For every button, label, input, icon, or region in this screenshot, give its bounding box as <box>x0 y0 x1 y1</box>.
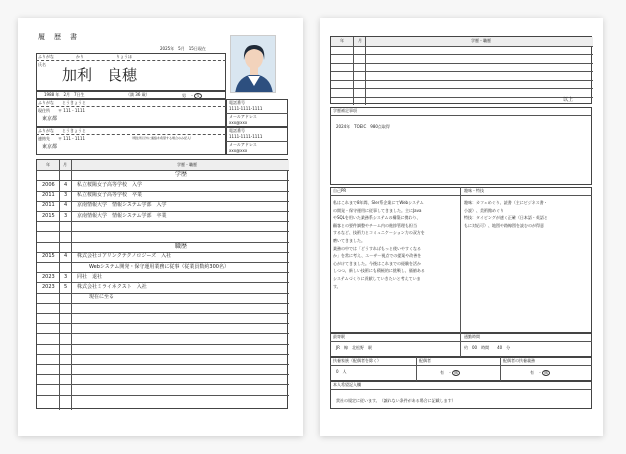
col-item: 学歴・職歴 <box>177 162 197 167</box>
contact-furigana-label: ふりがな <box>38 128 54 133</box>
station-title: 最寄駅 <box>333 334 345 339</box>
pr-line: するなど、技術力とコミュニケーション力の双方を <box>333 230 425 236</box>
pr-line: 業務の中では「どうすればもっと使いやすくなる <box>333 245 421 251</box>
row-divider <box>37 395 289 396</box>
history-table <box>36 159 288 409</box>
history-item: 私立桜陽女子高等学校 入学 <box>77 181 143 188</box>
row-divider <box>37 313 289 314</box>
contact-furigana: とうきょうと <box>62 128 86 133</box>
pr-line: しつつ、新しい技術にも積極的に挑戦し、価値ある <box>333 268 425 274</box>
row-divider <box>37 344 289 345</box>
history-item: 現在に至る <box>89 294 115 301</box>
tel2-label: 電話番号 <box>229 128 245 133</box>
row-divider <box>37 303 289 304</box>
row-divider <box>37 231 289 232</box>
wish-title: 本人希望記入欄 <box>333 382 361 387</box>
pr-title: 自己PR <box>333 188 347 193</box>
row-divider <box>331 97 593 98</box>
commute-value: 約 00 時間 40 分 <box>464 345 511 350</box>
document-date: 2025年 5月 15日現在 <box>160 46 206 51</box>
pr-line: やSQLを用いた業務系システムの構築に携わり、 <box>333 215 421 221</box>
pr-line: 心がけてきました。今後はこれまでの経験を活か <box>333 260 421 266</box>
history-item: 私立桜陽女子高等学校 卒業 <box>77 192 143 199</box>
pr-line: か」を常に考え、ユーザー視点での提案や改善を <box>333 253 422 259</box>
dependents-title: 扶養家族（配偶者を除く） <box>333 358 381 363</box>
row-divider <box>331 88 593 89</box>
row-divider <box>37 272 289 273</box>
contact-note: （現住所以外に連絡を希望する場合のみ記入） <box>130 136 194 140</box>
history-item: 株式会社コアリンクテクノロジーズ 入社 <box>77 253 172 260</box>
history-year: 2023 <box>42 283 55 290</box>
row-divider <box>331 54 593 55</box>
row-divider <box>37 293 289 294</box>
history-month: 3 <box>64 273 68 280</box>
address-value: 東京都 <box>42 116 58 122</box>
col-divider <box>365 37 366 105</box>
row-divider <box>37 333 289 334</box>
col-divider <box>353 37 354 105</box>
wish-value: 貴社の規定に従います。（譲れない条件がある場合に記載します） <box>336 398 456 403</box>
row-divider <box>37 191 289 192</box>
row-divider <box>37 170 289 171</box>
section-title: 職歴 <box>175 242 188 250</box>
hobby-line: もに対応可）、地図や路線図を読むのが得意 <box>464 222 544 228</box>
row-divider <box>37 354 289 355</box>
table-header-bg <box>37 160 289 170</box>
row-divider <box>37 180 289 181</box>
history-item: 京南情報大学 情報システム学部 入学 <box>77 202 167 209</box>
contact-value: 東京都 <box>42 144 58 150</box>
pr-line: す。 <box>333 283 341 289</box>
row-divider <box>37 374 289 375</box>
contact-zip: 〒 111 - 1111 <box>58 136 86 141</box>
tel-value: 1111-1111-1111 <box>229 106 263 111</box>
mail-label: メールアドレス <box>229 114 257 119</box>
birth-date: 1988 年 2月 7日生 <box>44 92 85 97</box>
hobby-line: 趣味：カフェめぐり、読書（主にビジネス書・ <box>464 200 548 205</box>
station-value: JR 線 北松野 駅 <box>336 345 372 350</box>
col-year: 年 <box>46 162 50 167</box>
wish-box <box>330 381 592 409</box>
history-item: 京南情報大学 情報システム学部 卒業 <box>77 212 167 219</box>
history-continued-table <box>330 36 592 104</box>
row-divider <box>331 71 593 72</box>
gender: 男 ・ 女 <box>182 93 200 98</box>
row-divider <box>37 323 289 324</box>
col-divider <box>71 160 72 410</box>
history-item: Webシステム開発・保守運用業務に従事（従業員数約300名） <box>89 263 229 270</box>
person-photo-icon <box>231 36 276 93</box>
tel-label: 電話番号 <box>229 100 245 105</box>
row-divider <box>37 282 289 283</box>
spouse-value: 有 ・ 無 <box>440 370 458 375</box>
col-year: 年 <box>340 38 344 43</box>
document-title: 履 歴 書 <box>38 33 78 41</box>
pr-line: 私はこれまで8年間、SIer系企業にてWebシステム <box>333 200 424 205</box>
row-divider <box>37 384 289 385</box>
row-divider <box>331 80 593 81</box>
tel2-value: 1111-1111-1111 <box>229 134 263 139</box>
commute-title: 通勤時間 <box>464 334 480 339</box>
photo <box>230 35 276 93</box>
furigana-label: ふりがな <box>38 54 54 59</box>
address-zip: 〒 111 - 1111 <box>58 108 86 113</box>
spouse-title: 配偶者 <box>419 358 431 363</box>
row-divider <box>331 46 593 47</box>
spouse-dependent-title: 配偶者の扶養義務 <box>503 358 535 363</box>
history-year: 2011 <box>42 202 55 209</box>
resume-page-left <box>18 18 303 436</box>
history-month: 3 <box>64 212 68 219</box>
pr-line: 磨いてきました。 <box>333 238 365 243</box>
age: （満 36 歳） <box>126 92 150 97</box>
pr-line: システムづくりに貢献していきたいと考えていま <box>333 276 421 281</box>
table-header-bg <box>331 37 593 46</box>
end-mark: 以上 <box>563 97 574 103</box>
qualification-box <box>330 107 592 185</box>
hobby-line: 小説）、美術館めぐり <box>464 207 504 213</box>
row-divider <box>37 242 289 243</box>
history-year: 2006 <box>42 181 55 188</box>
hobby-title: 趣味・特技 <box>464 188 484 193</box>
resume-page-right <box>320 18 603 436</box>
furigana-first: りょうほ <box>116 54 132 59</box>
mail-value: xxx@xxx <box>229 120 248 125</box>
history-item: 同社 退社 <box>77 273 103 280</box>
history-month: 5 <box>64 283 68 290</box>
row-divider <box>37 364 289 365</box>
row-divider <box>37 262 289 263</box>
history-month: 4 <box>64 202 68 209</box>
history-year: 2023 <box>42 273 55 280</box>
gender-selected: 女 <box>196 93 200 98</box>
contact-label: 連絡先 <box>38 136 50 141</box>
history-month: 3 <box>64 192 68 199</box>
col-month: 月 <box>358 38 362 43</box>
dependents-value: 0 人 <box>336 369 347 374</box>
history-item: 株式会社ミライネクスト 入社 <box>77 283 147 290</box>
row-divider <box>37 211 289 212</box>
row-divider <box>331 63 593 64</box>
history-month: 4 <box>64 181 68 188</box>
col-month: 月 <box>63 162 67 167</box>
address-label: 現住所 <box>38 108 50 113</box>
history-month: 4 <box>64 253 68 260</box>
section-title: 学歴 <box>175 171 188 179</box>
mail2-value: xxx@xxx <box>229 148 248 153</box>
pr-line: 顧客との要件調整やチーム内の進捗管理も担当 <box>333 222 417 228</box>
row-divider <box>37 221 289 222</box>
hobby-line: 特技：タイピングが速く正確（日本語・英語と <box>464 215 548 221</box>
applicant-name: 加利 良穂 <box>62 66 138 84</box>
pr-line: の開発・保守運用に従事してきました。主にJava <box>333 207 422 213</box>
name-label: 氏名 <box>38 62 46 67</box>
furigana-last: かり <box>76 54 84 59</box>
history-year: 2011 <box>42 192 55 199</box>
qualification-item: 2024年 TOEIC 980点取得 <box>336 124 390 129</box>
history-year: 2015 <box>42 253 55 260</box>
spouse-dependent-value: 有 ・ 無 <box>530 370 548 375</box>
address-furigana: とうきょうと <box>62 100 86 105</box>
col-item: 学歴・職歴 <box>471 38 491 43</box>
col-divider <box>59 160 60 410</box>
history-year: 2015 <box>42 212 55 219</box>
mail2-label: メールアドレス <box>229 142 257 147</box>
address-furigana-label: ふりがな <box>38 100 54 105</box>
qualification-title: 学歴補足事項 <box>333 108 357 113</box>
